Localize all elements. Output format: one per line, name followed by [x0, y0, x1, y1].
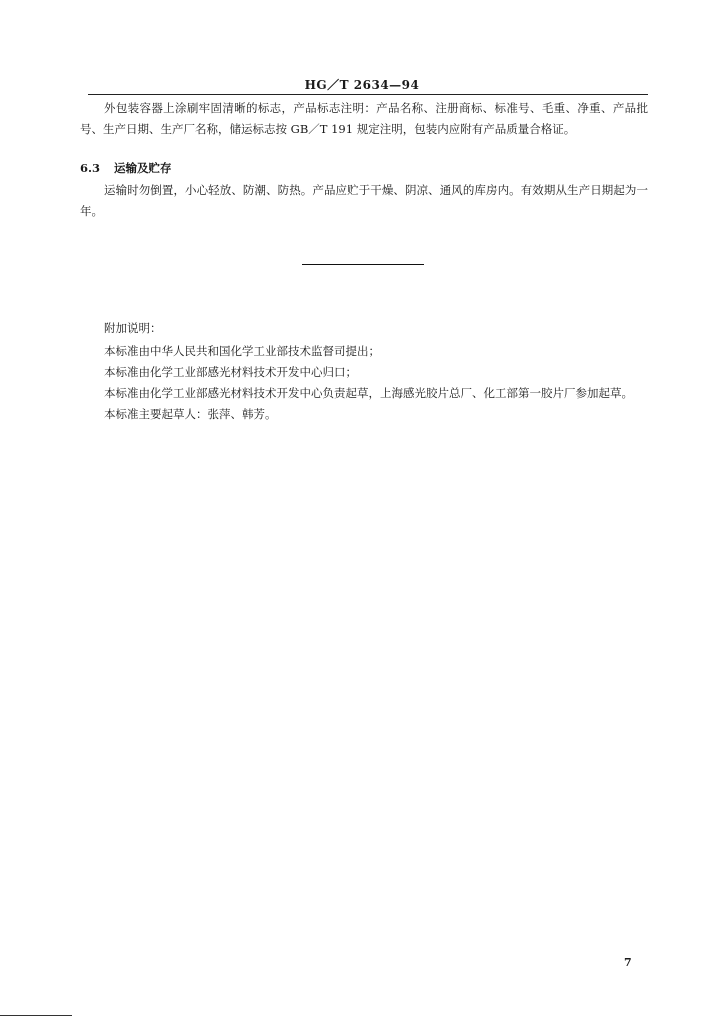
note-line: 本标准主要起草人：张萍、韩芳。 [104, 407, 277, 421]
additional-notes [80, 318, 648, 425]
packaging-marking-paragraph [80, 98, 648, 140]
section-6-3-body [80, 180, 648, 222]
paragraph-text: 外包装容器上涂刷牢固清晰的标志，产品标志注明：产品名称、注册商标、标准号、毛重、净重、产品批号、生产日期、生产厂名称，储运标志按 GB／T 191 规定注明，包装内应附有产品质量合格证。 [80, 101, 648, 136]
note-line: 本标准由中华人民共和国化学工业部技术监督司提出； [104, 344, 380, 358]
section-number: 6.3 [80, 161, 101, 175]
header-rule [88, 94, 648, 95]
note-line: 本标准由化学工业部感光材料技术开发中心负责起草，上海感光胶片总厂、化工部第一胶片厂参加起草。 [104, 386, 633, 400]
notes-title: 附加说明： [104, 321, 162, 335]
page-number: 7 [624, 956, 632, 969]
standard-code-header: HG／T 2634—94 [304, 78, 420, 92]
section-title: 运输及贮存 [114, 161, 172, 175]
note-line: 本标准由化学工业部感光材料技术开发中心归口； [104, 365, 357, 379]
section-6-3-heading [80, 160, 172, 176]
corner-mark [0, 1015, 72, 1016]
end-divider [302, 264, 424, 265]
paragraph-text: 运输时勿倒置，小心轻放、防潮、防热。产品应贮于干燥、阴凉、通风的库房内。有效期从生产日期起为一年。 [80, 183, 648, 218]
